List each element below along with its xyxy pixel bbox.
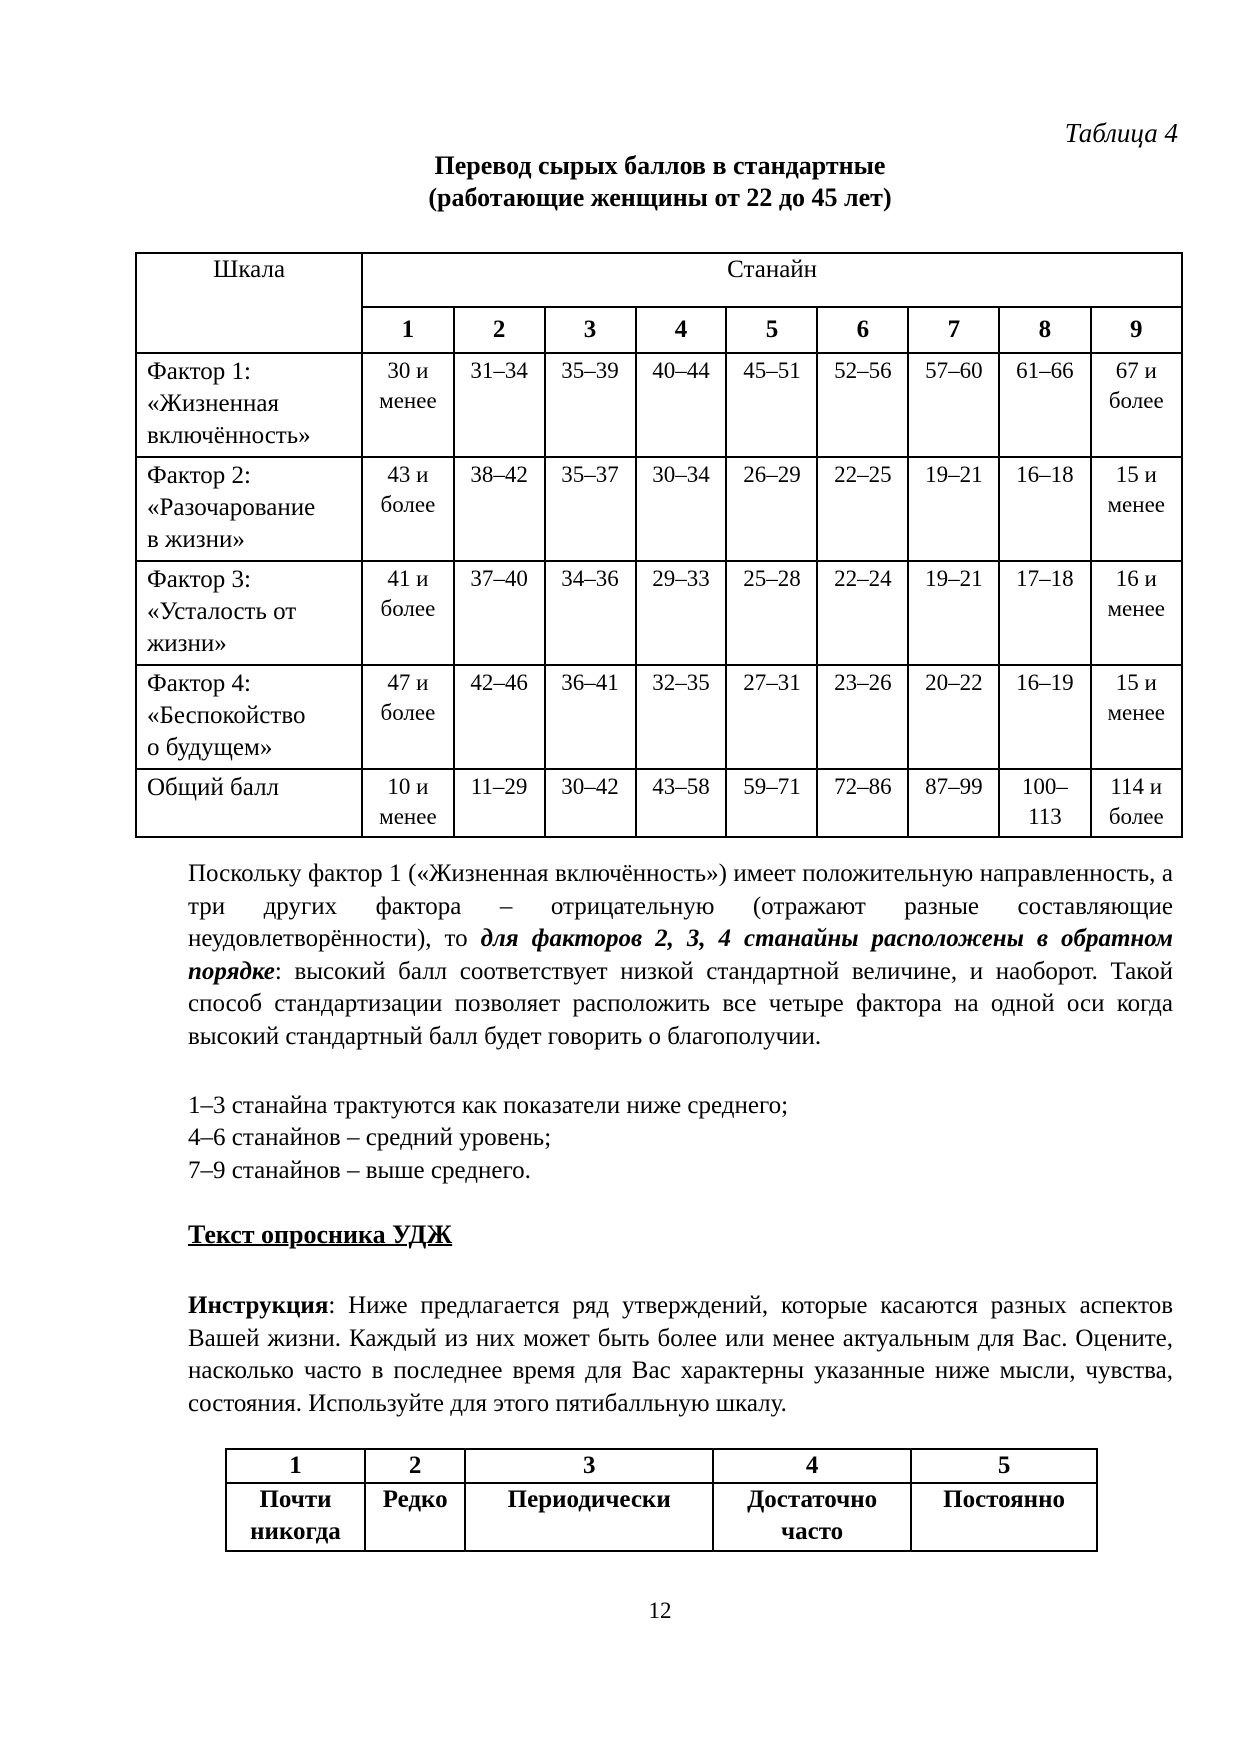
score-range-text: более bbox=[380, 492, 436, 517]
score-range-cell bbox=[636, 561, 727, 665]
scale-name-cell bbox=[136, 769, 362, 837]
response-scale-label bbox=[465, 1483, 713, 1551]
score-range-text: 72–86 bbox=[834, 774, 892, 799]
score-range-text: 22–24 bbox=[834, 566, 892, 591]
table-row bbox=[136, 665, 1182, 769]
instruction-text: : Ниже предлагается ряд утверждений, которые касаются разных аспектов Вашей жизни. Каждый из них может быть более или менее актуальным для Вас. Оцените, насколько часто в последнее время для Вас характерны указанные ниже мысли, чувства, состояния. Используйте для этого пятибалльную шкалу. bbox=[188, 1292, 1173, 1417]
response-scale-label bbox=[713, 1483, 911, 1551]
score-range-text: 114 и bbox=[1110, 774, 1163, 799]
stanine-header-cell: 9 bbox=[1091, 307, 1182, 353]
score-range-text: 113 bbox=[1028, 804, 1062, 829]
scale-name-cell bbox=[136, 561, 362, 665]
score-range-text: 38–42 bbox=[470, 462, 528, 487]
score-range-text: 30–34 bbox=[652, 462, 710, 487]
stanine-header-cell: 3 bbox=[545, 307, 636, 353]
response-scale-label bbox=[911, 1483, 1097, 1551]
score-range-cell bbox=[454, 353, 545, 457]
score-range-cell bbox=[545, 665, 636, 769]
score-range-text: 19–21 bbox=[925, 462, 983, 487]
score-range-text: более bbox=[380, 700, 436, 725]
table-row bbox=[136, 457, 1182, 561]
scale-name-line: Фактор 2: bbox=[147, 462, 251, 489]
interpretation-high: 7–9 станайнов – выше среднего. bbox=[188, 1157, 531, 1184]
response-scale-label-line: Почти bbox=[259, 1486, 332, 1513]
score-range-cell bbox=[817, 769, 908, 837]
score-range-text: 16 и bbox=[1115, 566, 1157, 591]
response-scale-label-line: Постоянно bbox=[943, 1486, 1065, 1513]
scale-name-line: о будущем» bbox=[147, 734, 273, 761]
response-scale-label-line: Периодически bbox=[507, 1486, 671, 1513]
score-range-cell bbox=[545, 769, 636, 837]
paragraph-emphasis: для факторов 2, 3, 4 станайны расположены в обратном порядке bbox=[188, 925, 1173, 985]
score-range-cell bbox=[999, 561, 1090, 665]
score-range-cell bbox=[726, 769, 817, 837]
scale-name-cell bbox=[136, 665, 362, 769]
score-range-cell bbox=[545, 561, 636, 665]
score-range-text: менее bbox=[1107, 700, 1165, 725]
stanine-header-cell: 6 bbox=[817, 307, 908, 353]
score-range-text: 22–25 bbox=[834, 462, 892, 487]
scale-name-line: «Усталость от bbox=[147, 598, 297, 625]
score-range-cell bbox=[817, 665, 908, 769]
score-range-text: 30–42 bbox=[561, 774, 619, 799]
page-number: 12 bbox=[648, 1598, 672, 1623]
scale-name-line: в жизни» bbox=[147, 526, 245, 553]
response-scale-label bbox=[365, 1483, 465, 1551]
stanine-header-cell: 1 bbox=[362, 307, 453, 353]
score-range-text: 27–31 bbox=[743, 670, 801, 695]
score-range-cell bbox=[817, 457, 908, 561]
interpretation-low: 1–3 станайна трактуются как показатели ниже среднего; bbox=[188, 1092, 789, 1119]
score-range-cell bbox=[726, 353, 817, 457]
stanine-norms-table bbox=[135, 252, 1183, 838]
scale-name-line: Общий балл bbox=[147, 774, 280, 801]
score-range-text: более bbox=[1108, 804, 1164, 829]
score-range-text: 37–40 bbox=[470, 566, 528, 591]
section-title: Текст опросника УДЖ bbox=[188, 1220, 453, 1249]
stanine-header-cell: 7 bbox=[908, 307, 999, 353]
response-scale-label bbox=[226, 1483, 365, 1551]
response-scale-numbers bbox=[226, 1449, 1097, 1483]
table-title-line-2: (работающие женщины от 22 до 45 лет) bbox=[428, 183, 892, 212]
score-range-cell bbox=[454, 561, 545, 665]
table-title-line-1: Перевод сырых баллов в стандартные bbox=[434, 151, 886, 180]
score-range-text: 26–29 bbox=[743, 462, 801, 487]
score-range-cell bbox=[908, 665, 999, 769]
score-range-text: 67 и bbox=[1115, 358, 1157, 383]
score-range-text: 47 и bbox=[387, 670, 429, 695]
stanine-header-cell: 4 bbox=[636, 307, 727, 353]
score-range-text: 35–37 bbox=[561, 462, 619, 487]
score-range-text: 32–35 bbox=[652, 670, 710, 695]
score-range-cell bbox=[1091, 457, 1182, 561]
response-scale-label-line: Редко bbox=[382, 1486, 448, 1513]
score-range-text: 16–18 bbox=[1016, 462, 1074, 487]
score-range-cell bbox=[362, 353, 453, 457]
score-range-cell bbox=[545, 353, 636, 457]
score-range-text: 19–21 bbox=[925, 566, 983, 591]
scale-name-line: «Беспокойство bbox=[147, 702, 306, 729]
score-range-cell bbox=[454, 769, 545, 837]
score-range-text: 35–39 bbox=[561, 358, 619, 383]
score-range-text: 31–34 bbox=[470, 358, 528, 383]
score-range-cell bbox=[454, 457, 545, 561]
response-scale-labels bbox=[226, 1483, 1097, 1551]
scale-name-line: жизни» bbox=[147, 630, 227, 657]
response-scale-number: 4 bbox=[713, 1449, 911, 1483]
score-range-cell bbox=[636, 769, 727, 837]
score-range-cell bbox=[636, 353, 727, 457]
response-scale-label-line: Достаточно bbox=[747, 1486, 878, 1513]
score-range-text: 40–44 bbox=[652, 358, 710, 383]
score-range-cell bbox=[999, 457, 1090, 561]
scale-name-cell bbox=[136, 457, 362, 561]
score-range-cell bbox=[636, 457, 727, 561]
score-range-cell bbox=[999, 769, 1090, 837]
score-range-text: 25–28 bbox=[743, 566, 801, 591]
score-range-text: 45–51 bbox=[743, 358, 801, 383]
score-range-text: 43–58 bbox=[652, 774, 710, 799]
score-range-cell bbox=[362, 665, 453, 769]
score-range-text: 16–19 bbox=[1016, 670, 1074, 695]
scale-name-line: «Разочарование bbox=[147, 494, 316, 521]
score-range-cell bbox=[817, 561, 908, 665]
scale-name-line: включённость» bbox=[147, 422, 311, 449]
score-range-cell bbox=[999, 353, 1090, 457]
score-range-text: 41 и bbox=[387, 566, 429, 591]
score-range-text: 20–22 bbox=[925, 670, 983, 695]
score-range-text: 61–66 bbox=[1016, 358, 1074, 383]
score-range-text: 11–29 bbox=[470, 774, 528, 799]
table-label: Таблица 4 bbox=[1064, 118, 1178, 148]
header-scale: Шкала bbox=[136, 253, 362, 353]
score-range-text: 52–56 bbox=[834, 358, 892, 383]
score-range-cell bbox=[726, 457, 817, 561]
scale-name-line: Фактор 3: bbox=[147, 566, 251, 593]
stanine-header-cell: 5 bbox=[726, 307, 817, 353]
response-scale-number: 5 bbox=[911, 1449, 1097, 1483]
score-range-text: более bbox=[1108, 388, 1164, 413]
score-range-text: 42–46 bbox=[470, 670, 528, 695]
score-range-cell bbox=[1091, 665, 1182, 769]
score-range-text: более bbox=[380, 596, 436, 621]
response-scale-number: 3 bbox=[465, 1449, 713, 1483]
header-stanine: Станайн bbox=[362, 253, 1182, 307]
score-range-cell bbox=[908, 353, 999, 457]
table-row bbox=[136, 561, 1182, 665]
score-range-text: 59–71 bbox=[743, 774, 801, 799]
response-scale-label-line: никогда bbox=[250, 1518, 341, 1545]
score-range-text: 30 и bbox=[387, 358, 429, 383]
score-range-cell bbox=[817, 353, 908, 457]
paragraph-text-2: : высокий балл соответствует низкой стандартной величине, и наоборот. Такой способ стандартизации позволяет расположить все четыре фактора на одной оси когда высокий стандартный балл будет говорить о благополучии. bbox=[188, 957, 1173, 1050]
score-range-text: 15 и bbox=[1115, 462, 1157, 487]
scale-name-line: Фактор 4: bbox=[147, 670, 251, 697]
score-range-text: менее bbox=[379, 388, 437, 413]
score-range-text: 23–26 bbox=[834, 670, 892, 695]
score-range-cell bbox=[999, 665, 1090, 769]
instruction-paragraph bbox=[188, 1290, 1173, 1420]
stanine-header-cell: 8 bbox=[999, 307, 1090, 353]
score-range-cell bbox=[1091, 561, 1182, 665]
score-range-cell bbox=[726, 561, 817, 665]
response-scale-number: 1 bbox=[226, 1449, 365, 1483]
score-range-text: 29–33 bbox=[652, 566, 710, 591]
score-range-cell bbox=[362, 457, 453, 561]
instruction-label: Инструкция bbox=[188, 1292, 329, 1319]
response-scale-number: 2 bbox=[365, 1449, 465, 1483]
table-row bbox=[136, 353, 1182, 457]
table-title bbox=[0, 150, 1240, 214]
score-range-cell bbox=[908, 561, 999, 665]
paragraph-text-1: Поскольку фактор 1 («Жизненная включённость») имеет положительную направленность, а три других фактора – отрицательную (отражают разные составляющие неудовлетворённости), то bbox=[188, 860, 1173, 952]
response-scale-table bbox=[225, 1448, 1098, 1552]
score-range-cell bbox=[908, 769, 999, 837]
score-range-text: 15 и bbox=[1115, 670, 1157, 695]
response-scale-label-line: часто bbox=[781, 1518, 844, 1545]
table-row bbox=[136, 769, 1182, 837]
score-range-text: менее bbox=[1107, 492, 1165, 517]
score-range-text: 57–60 bbox=[925, 358, 983, 383]
score-range-text: 34–36 bbox=[561, 566, 619, 591]
score-range-cell bbox=[362, 769, 453, 837]
score-range-cell bbox=[908, 457, 999, 561]
score-range-cell bbox=[1091, 769, 1182, 837]
score-range-cell bbox=[636, 665, 727, 769]
score-range-cell bbox=[454, 665, 545, 769]
score-range-text: менее bbox=[1107, 596, 1165, 621]
score-range-text: 17–18 bbox=[1016, 566, 1074, 591]
score-range-cell bbox=[726, 665, 817, 769]
paragraph-stanine-direction bbox=[188, 858, 1173, 1053]
score-range-text: 10 и bbox=[387, 774, 429, 799]
score-range-text: 43 и bbox=[387, 462, 429, 487]
score-range-text: 100– bbox=[1021, 774, 1068, 799]
score-range-cell bbox=[545, 457, 636, 561]
score-range-text: 36–41 bbox=[561, 670, 619, 695]
stanine-header-cell: 2 bbox=[454, 307, 545, 353]
scale-name-line: «Жизненная bbox=[147, 390, 279, 417]
score-range-cell bbox=[1091, 353, 1182, 457]
score-range-text: менее bbox=[379, 804, 437, 829]
score-range-cell bbox=[362, 561, 453, 665]
scale-name-cell bbox=[136, 353, 362, 457]
score-range-text: 87–99 bbox=[925, 774, 983, 799]
scale-name-line: Фактор 1: bbox=[147, 358, 251, 385]
interpretation-mid: 4–6 станайнов – средний уровень; bbox=[188, 1124, 552, 1151]
